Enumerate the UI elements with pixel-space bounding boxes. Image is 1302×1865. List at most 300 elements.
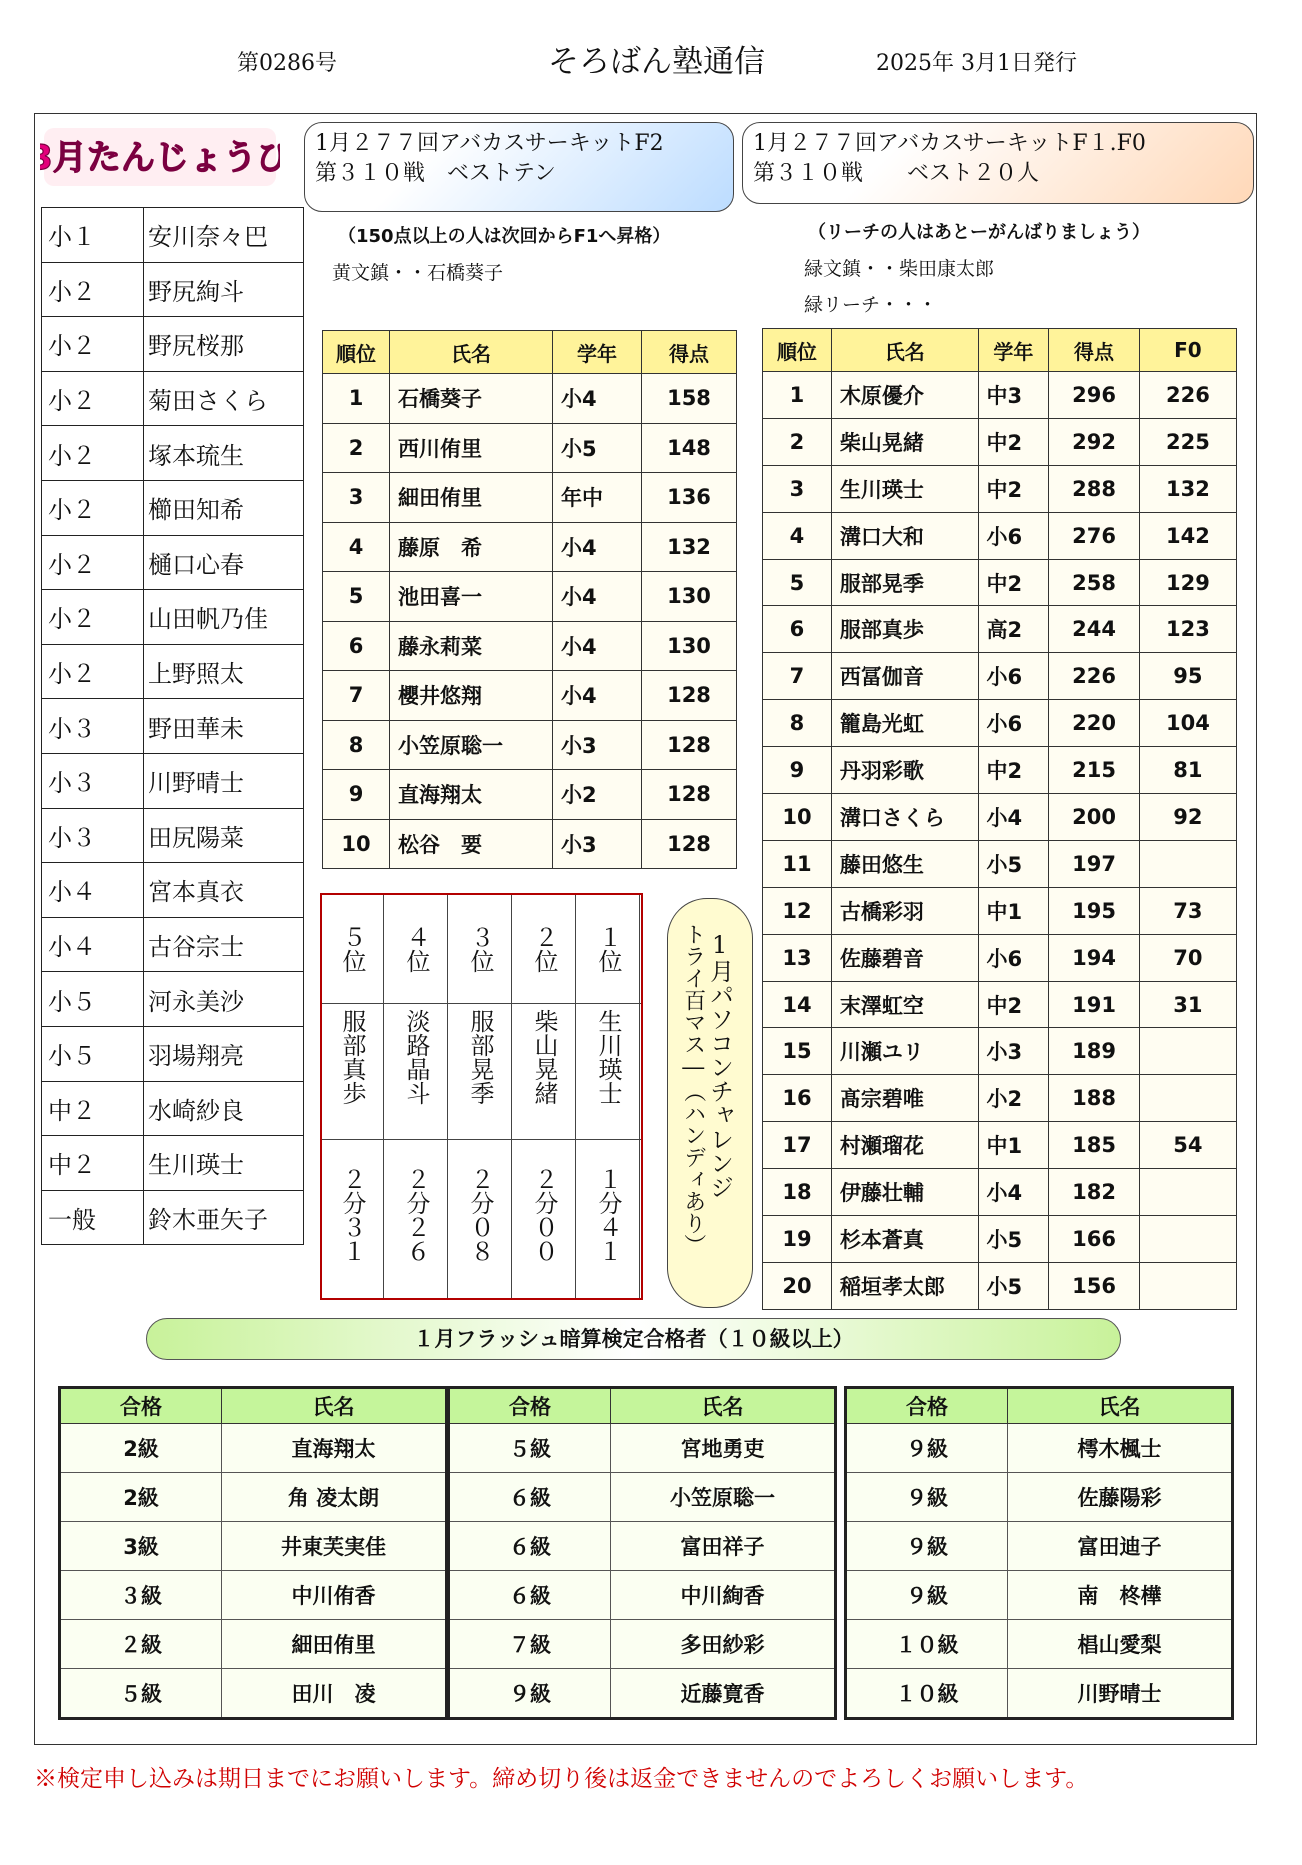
f0-cell: 226 [1139,372,1236,419]
rank-cell: 13 [763,934,832,981]
flash-grade: １０級 [846,1620,1008,1669]
rank-cell: 15 [763,1028,832,1075]
name-cell: 細田侑里 [390,473,553,523]
score-cell: 158 [642,374,737,424]
birthday-name: 山田帆乃佳 [144,590,304,645]
score-cell: 258 [1049,559,1140,606]
birthday-grade: 中２ [42,1136,144,1191]
rank-cell: 1 [763,372,832,419]
flash-row [60,1473,447,1522]
flash-grade: ３級 [60,1571,222,1620]
flash-name: 近藤寛香 [611,1669,836,1719]
name-cell: 小笠原聡一 [390,720,553,770]
flash-name: 富田祥子 [611,1522,836,1571]
score-cell: 215 [1049,747,1140,794]
name-cell: 服部晃季 [831,559,978,606]
rank-cell: 8 [323,720,390,770]
score-cell: 191 [1049,981,1140,1028]
f1-row [763,887,1237,934]
rank-cell: 18 [763,1169,832,1216]
birthday-row [42,972,304,1027]
rank-cell: 1 [323,374,390,424]
flash-row [846,1424,1233,1473]
flash-grade: ９級 [449,1669,611,1719]
name-cell: 藤永莉菜 [390,621,553,671]
flash-grade: ６級 [449,1473,611,1522]
grade-cell: 小6 [978,653,1049,700]
flash-row [846,1571,1233,1620]
f2-row [323,621,737,671]
name-cell: 川瀬ユリ [831,1028,978,1075]
name-cell: 生川瑛士 [831,465,978,512]
grade-cell: 小5 [978,1262,1049,1309]
f1-row [763,1075,1237,1122]
birthday-row [42,535,304,590]
f2-title-line2: 第３１０戦 ベストテン [315,161,556,186]
grade-cell: 小4 [553,621,642,671]
birthday-name: 田尻陽菜 [144,808,304,863]
f1-row [763,747,1237,794]
birthday-row [42,426,304,481]
flash-row [449,1571,836,1620]
flash-name: 角 凌太朗 [222,1473,447,1522]
ranking-column [450,895,512,1298]
grade-cell: 小2 [553,770,642,820]
f2-title-box [304,122,734,212]
grade-cell: 小6 [978,700,1049,747]
birthday-table [41,207,304,1245]
f1-row [763,1169,1237,1216]
birthday-name: 樋口心春 [144,535,304,590]
name-cell: 籠島光虹 [831,700,978,747]
rank-cell: 9 [763,747,832,794]
flash-table [447,1386,837,1720]
score-cell: 189 [1049,1028,1140,1075]
f1-row [763,1028,1237,1075]
f1-row [763,981,1237,1028]
f2-row [323,671,737,721]
f0-cell: 92 [1139,794,1236,841]
rank-cell: 6 [323,621,390,671]
flash-name: 富田迪子 [1008,1522,1233,1571]
grade-cell: 小3 [553,819,642,869]
flash-grade: 2級 [60,1424,222,1473]
score-cell: 185 [1049,1122,1140,1169]
birthday-row [42,699,304,754]
birthday-row [42,1190,304,1245]
score-cell: 296 [1049,372,1140,419]
f2-row [323,819,737,869]
birthday-grade: 小２ [42,371,144,426]
name-cell: 櫻井悠翔 [390,671,553,721]
birthday-row [42,863,304,918]
birthday-grade: 小３ [42,699,144,754]
birthday-row [42,753,304,808]
flash-row [449,1424,836,1473]
f1-row [763,1262,1237,1309]
flash-row [846,1522,1233,1571]
name-cell: 服部真歩 [831,606,978,653]
flash-row [449,1522,836,1571]
flash-row [449,1669,836,1719]
birthday-grade: 小３ [42,753,144,808]
name-cell: 髙宗碧唯 [831,1075,978,1122]
f1-row [763,653,1237,700]
birthday-grade: 小２ [42,262,144,317]
name-cell: 溝口さくら [831,794,978,841]
grade-cell: 小6 [978,512,1049,559]
ranking-place: ３位 [466,925,494,973]
newsletter-title: そろばん塾通信 [548,44,765,80]
score-cell: 130 [642,621,737,671]
score-cell: 128 [642,770,737,820]
birthday-grade: 小２ [42,644,144,699]
birthday-name: 野尻絢斗 [144,262,304,317]
score-cell: 197 [1049,840,1140,887]
rank-cell: 10 [323,819,390,869]
name-cell: 石橋葵子 [390,374,553,424]
f1-row [763,372,1237,419]
f1-header-cell: 氏名 [831,329,978,372]
flash-grade: ９級 [846,1522,1008,1571]
birthday-grade: 小５ [42,1026,144,1081]
flash-row [449,1620,836,1669]
ranking-column [322,895,384,1298]
f0-cell [1139,840,1236,887]
rank-cell: 3 [763,465,832,512]
flash-name: 多田紗彩 [611,1620,836,1669]
name-cell: 西川侑里 [390,423,553,473]
birthday-row [42,262,304,317]
f2-award: 黄文鎮・・石橋葵子 [332,262,504,284]
f1-title-line2: 第３１０戦 ベスト２０人 [753,161,1040,186]
f2-row [323,720,737,770]
score-cell: 188 [1049,1075,1140,1122]
ranking-time: １分４１ [594,1167,622,1263]
score-cell: 195 [1049,887,1140,934]
f1-note: （リーチの人はあとーがんばりましょう） [808,222,1150,243]
birthday-name: 河永美沙 [144,972,304,1027]
ranking-name: 生川瑛士 [594,1009,622,1105]
f1-row [763,465,1237,512]
name-cell: 西冨伽音 [831,653,978,700]
birthday-row [42,644,304,699]
f1-title-line1: 1月２７７回アバカスサーキットF１.F0 [753,131,1146,156]
birthday-name: 川野晴士 [144,753,304,808]
birthday-name: 野田華未 [144,699,304,754]
flash-name-header: 氏名 [1008,1388,1233,1424]
score-cell: 226 [1049,653,1140,700]
flash-row [60,1669,447,1719]
birthday-grade: 小３ [42,808,144,863]
birthday-name: 宮本真衣 [144,863,304,918]
score-cell: 244 [1049,606,1140,653]
name-cell: 古橋彩羽 [831,887,978,934]
flash-grade-header: 合格 [60,1388,222,1424]
ranking-name: 淡路晶斗 [402,1009,430,1105]
f2-row [323,522,737,572]
f1-row [763,418,1237,465]
flash-exam-title: １月フラッシュ暗算検定合格者（１０級以上） [146,1318,1121,1360]
grade-cell: 小2 [978,1075,1049,1122]
flash-name: 井東芙実佳 [222,1522,447,1571]
birthday-grade: 一般 [42,1190,144,1245]
rank-cell: 10 [763,794,832,841]
birthday-row [42,317,304,372]
rank-cell: 3 [323,473,390,523]
flash-name-header: 氏名 [611,1388,836,1424]
rank-cell: 5 [323,572,390,622]
rank-cell: 6 [763,606,832,653]
f0-cell: 123 [1139,606,1236,653]
birthday-row [42,917,304,972]
flash-name: 樗木楓士 [1008,1424,1233,1473]
score-cell: 132 [642,522,737,572]
score-cell: 148 [642,423,737,473]
name-cell: 丹羽彩歌 [831,747,978,794]
score-cell: 136 [642,473,737,523]
grade-cell: 小4 [553,522,642,572]
f2-row [323,572,737,622]
f2-row [323,473,737,523]
score-cell: 288 [1049,465,1140,512]
issue-date: 2025年 3月1日発行 [876,51,1077,76]
ranking-column [386,895,448,1298]
flash-table [844,1386,1234,1720]
flash-grade: ９級 [846,1424,1008,1473]
grade-cell: 中3 [978,372,1049,419]
ranking-place: ２位 [530,925,558,973]
name-cell: 藤田悠生 [831,840,978,887]
grade-cell: 小4 [553,374,642,424]
ranking-column [514,895,576,1298]
ranking-time: ２分３１ [338,1167,366,1263]
f2-header-cell: 得点 [642,331,737,374]
flash-grade: 2級 [60,1473,222,1522]
name-cell: 伊藤壮輔 [831,1169,978,1216]
ranking-time: ２分００ [530,1167,558,1263]
birthday-row [42,808,304,863]
f0-cell: 81 [1139,747,1236,794]
score-cell: 166 [1049,1216,1140,1263]
f0-cell: 132 [1139,465,1236,512]
rank-cell: 2 [763,418,832,465]
grade-cell: 年中 [553,473,642,523]
score-cell: 128 [642,720,737,770]
rank-cell: 7 [323,671,390,721]
f1-row [763,794,1237,841]
rank-cell: 4 [763,512,832,559]
f2-header-cell: 学年 [553,331,642,374]
challenge-title-pill [667,898,753,1308]
grade-cell: 中2 [978,418,1049,465]
f1-row [763,934,1237,981]
score-cell: 194 [1049,934,1140,981]
flash-name: 佐藤陽彩 [1008,1473,1233,1522]
ranking-place: １位 [594,925,622,973]
name-cell: 佐藤碧音 [831,934,978,981]
ranking-time: ２分２６ [402,1167,430,1263]
birthday-grade: 中２ [42,1081,144,1136]
name-cell: 藤原 希 [390,522,553,572]
issue-number: 第0286号 [237,51,337,76]
birthday-name: 羽場翔亮 [144,1026,304,1081]
f0-cell: 73 [1139,887,1236,934]
ranking-place: ４位 [402,925,430,973]
birthday-name: 菊田さくら [144,371,304,426]
birthday-name: 古谷宗士 [144,917,304,972]
f0-cell [1139,1075,1236,1122]
grade-cell: 中2 [978,981,1049,1028]
flash-name: 小笠原聡一 [611,1473,836,1522]
f1-award-1: 緑文鎮・・柴田康太郎 [804,258,995,280]
f2-results-table [322,330,737,869]
grade-cell: 小3 [553,720,642,770]
score-cell: 276 [1049,512,1140,559]
flash-grade: ５級 [60,1669,222,1719]
flash-grade: ９級 [846,1571,1008,1620]
flash-name: 中川絢香 [611,1571,836,1620]
score-cell: 130 [642,572,737,622]
score-cell: 156 [1049,1262,1140,1309]
challenge-ranking [320,893,643,1300]
flash-grade: １０級 [846,1669,1008,1719]
f2-row [323,374,737,424]
f0-cell [1139,1262,1236,1309]
f1-row [763,512,1237,559]
grade-cell: 小3 [978,1028,1049,1075]
birthday-row [42,1026,304,1081]
grade-cell: 中2 [978,747,1049,794]
flash-name: 南 柊樺 [1008,1571,1233,1620]
grade-cell: 小4 [978,1169,1049,1216]
grade-cell: 中2 [978,465,1049,512]
birthday-grade: 小４ [42,863,144,918]
birthday-name: 安川奈々巴 [144,208,304,263]
rank-cell: 8 [763,700,832,747]
birthday-grade: 小２ [42,480,144,535]
flash-grade: ７級 [449,1620,611,1669]
f2-row [323,770,737,820]
flash-table [58,1386,448,1720]
ranking-name: 服部晃季 [466,1009,494,1105]
flash-name: 田川 凌 [222,1669,447,1719]
rank-cell: 17 [763,1122,832,1169]
ranking-place: ５位 [338,925,366,973]
score-cell: 200 [1049,794,1140,841]
rank-cell: 4 [323,522,390,572]
flash-name: 細田侑里 [222,1620,447,1669]
f0-cell: 31 [1139,981,1236,1028]
name-cell: 村瀬瑠花 [831,1122,978,1169]
grade-cell: 高2 [978,606,1049,653]
grade-cell: 中1 [978,1122,1049,1169]
f0-cell: 142 [1139,512,1236,559]
birthday-grade: 小２ [42,426,144,481]
ranking-time: ２分０８ [466,1167,494,1263]
flash-row [846,1473,1233,1522]
f1-row [763,559,1237,606]
f1-row [763,606,1237,653]
birthday-row [42,480,304,535]
birthday-row [42,1136,304,1191]
birthday-name: 生川瑛士 [144,1136,304,1191]
f0-cell: 104 [1139,700,1236,747]
f0-cell [1139,1169,1236,1216]
birthday-name: 水崎紗良 [144,1081,304,1136]
f1-row [763,1122,1237,1169]
f1-row [763,1216,1237,1263]
flash-row [846,1669,1233,1719]
name-cell: 杉本蒼真 [831,1216,978,1263]
flash-row [60,1424,447,1473]
flash-name: 椙山愛梨 [1008,1620,1233,1669]
grade-cell: 小5 [553,423,642,473]
f2-header-cell: 順位 [323,331,390,374]
f1-title-box [742,122,1254,204]
grade-cell: 小6 [978,934,1049,981]
birthday-grade: 小２ [42,535,144,590]
challenge-title-2: トライ百マス―（ハンディあり） [680,923,706,1256]
flash-name: 宮地勇吏 [611,1424,836,1473]
f2-note: （150点以上の人は次回からF1へ昇格） [338,226,671,247]
f0-cell: 54 [1139,1122,1236,1169]
score-cell: 220 [1049,700,1140,747]
name-cell: 池田喜一 [390,572,553,622]
rank-cell: 11 [763,840,832,887]
f0-cell [1139,1028,1236,1075]
ranking-name: 服部真歩 [338,1009,366,1105]
birthday-name: 上野照太 [144,644,304,699]
birthday-grade: 小４ [42,917,144,972]
rank-cell: 7 [763,653,832,700]
birthday-name: 塚本琉生 [144,426,304,481]
name-cell: 溝口大和 [831,512,978,559]
birthday-grade: 小２ [42,590,144,645]
flash-row [60,1522,447,1571]
f1-row [763,840,1237,887]
score-cell: 182 [1049,1169,1140,1216]
grade-cell: 中1 [978,887,1049,934]
f1-header-cell: F0 [1139,329,1236,372]
f1-award-2: 緑リーチ・・・ [804,294,938,316]
challenge-title-1: 1月パソコンチャレンジ [705,931,734,1199]
flash-grade: ６級 [449,1571,611,1620]
birthday-logo-text: 3月たんじょうび [40,138,280,178]
birthday-grade: 小１ [42,208,144,263]
rank-cell: 2 [323,423,390,473]
flash-grade: ６級 [449,1522,611,1571]
f2-header-cell: 氏名 [390,331,553,374]
flash-grade: ２級 [60,1620,222,1669]
flash-grade: 3級 [60,1522,222,1571]
score-cell: 292 [1049,418,1140,465]
ranking-name: 柴山晃緒 [530,1009,558,1105]
flash-grade-header: 合格 [846,1388,1008,1424]
flash-name: 直海翔太 [222,1424,447,1473]
flash-grade-header: 合格 [449,1388,611,1424]
rank-cell: 20 [763,1262,832,1309]
name-cell: 木原優介 [831,372,978,419]
birthday-logo [40,122,280,192]
flash-grade: ９級 [846,1473,1008,1522]
name-cell: 柴山晃緒 [831,418,978,465]
f0-cell: 95 [1139,653,1236,700]
flash-grade: ５級 [449,1424,611,1473]
birthday-grade: 小５ [42,972,144,1027]
flash-name-header: 氏名 [222,1388,447,1424]
grade-cell: 小5 [978,840,1049,887]
